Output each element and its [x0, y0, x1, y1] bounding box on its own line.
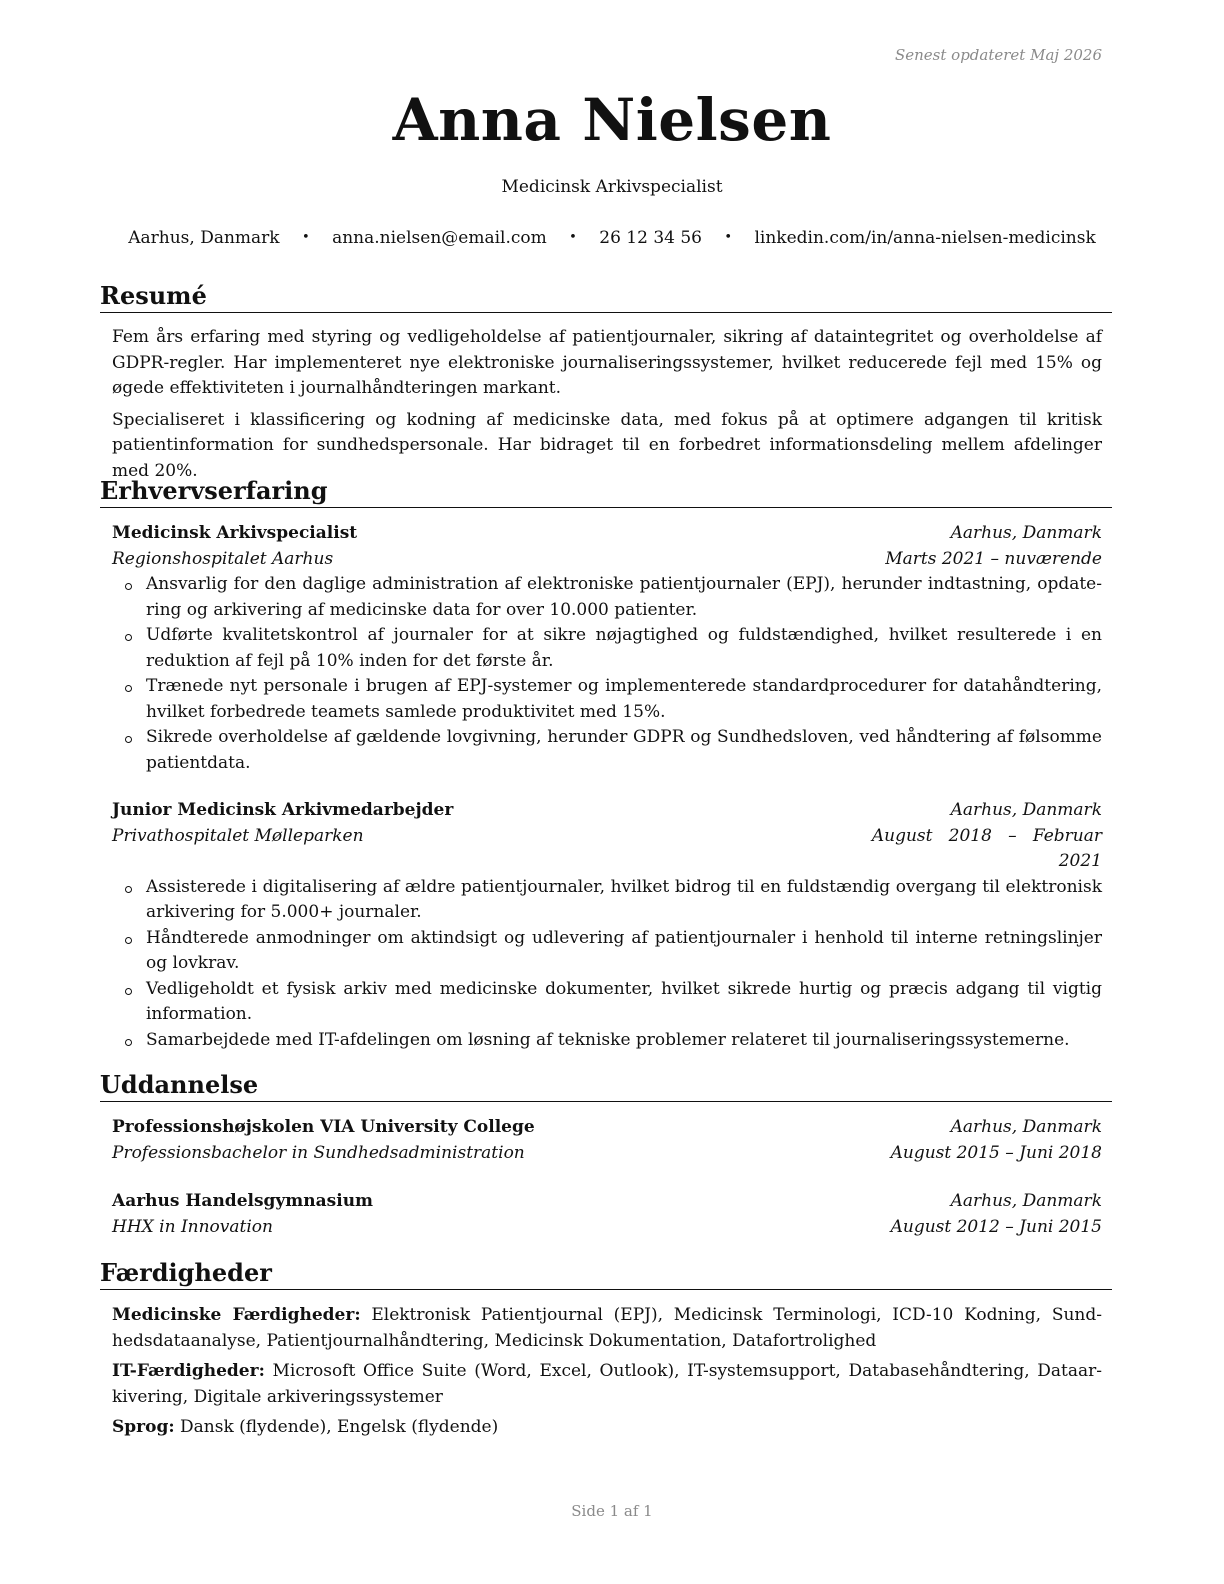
list-item: Samarbejdede med IT-afdelingen om løsning af tekniske problemer relateret til journaliseringssystemerne. [146, 1028, 1102, 1054]
school-name: Aarhus Handelsgymnasium [112, 1191, 374, 1211]
list-item: Sikrede overholdelse af gældende lovgivning, herunder GDPR og Sundhedsloven, ved håndtering af følsomme patientdata. [146, 725, 1102, 776]
skill-label: IT-Færdigheder: [112, 1361, 265, 1381]
last-updated-note: Senest opdateret Maj 2026 [894, 46, 1102, 64]
contact-line [0, 228, 1224, 248]
page-number: Side 1 af 1 [571, 1502, 653, 1520]
list-item: Assisterede i digitalisering af ældre patientjournaler, hvilket bidrog til en fuldstændig overgang til elektronisk arkivering for 5.000+ journaler. [146, 875, 1102, 926]
skill-line [112, 1303, 1102, 1354]
job-dates: Marts 2021 – nuværende [885, 548, 1102, 569]
job-location: Aarhus, Danmark [950, 800, 1102, 820]
section-heading: Færdigheder [100, 1258, 1112, 1290]
skill-text: Elektronisk Patientjournal (EPJ), Medicinsk Terminologi, ICD-10 Kodning, Sundhedsdataanalyse, Patientjournalhåndtering, Medicinsk Dokumentation, Datafortrolighed [112, 1305, 1102, 1351]
job-employer: Privathospitalet Mølleparken [112, 825, 364, 846]
skill-text: Microsoft Office Suite (Word, Excel, Outlook), IT-systemsupport, Databasehåndtering, Dataarkivering, Digitale arkiveringssystemer [112, 1361, 1102, 1407]
education-dates: August 2012 – Juni 2015 [890, 1216, 1102, 1237]
skill-line [112, 1415, 1102, 1441]
skill-line [112, 1359, 1102, 1410]
section-heading: Uddannelse [100, 1070, 1112, 1102]
contact-linkedin[interactable]: linkedin.com/in/anna-nielsen-medicinsk [754, 228, 1096, 248]
job-title: Junior Medicinsk Arkivmedarbejder [112, 800, 454, 820]
summary-paragraph: Fem års erfaring med styring og vedligeholdelse af patientjournaler, sikring af dataintegritet og overholdelse af GDPR-regler. Har implementeret nye elektroniske journaliseringssystemer, hvilket reducerede fejl med 15% og øgede effektiviteten i journalhåndteringen markant. [112, 327, 1102, 398]
bullet-separator: • [569, 230, 577, 245]
job-dates: August 2018 – Februar [871, 825, 1102, 846]
list-item: Håndterede anmodninger om aktindsigt og udlevering af patientjournaler i henhold til interne retningslinjer og lovkrav. [146, 926, 1102, 977]
education-section [100, 1070, 1112, 1240]
education-entry [112, 1115, 1102, 1166]
education-entry [112, 1189, 1102, 1240]
bullet-separator: • [724, 230, 733, 245]
school-location: Aarhus, Danmark [950, 1117, 1102, 1137]
list-item: Vedligeholdt et fysisk arkiv med medicinske dokumenter, hvilket sikrede hurtig og præcis adgang til vigtig information. [146, 977, 1102, 1028]
job-entry [112, 521, 1102, 776]
education-dates: August 2015 – Juni 2018 [890, 1142, 1102, 1163]
degree: HHX in Innovation [112, 1216, 273, 1237]
list-item: Udførte kvalitetskontrol af journaler for at sikre nøjagtighed og fuldstændighed, hvilket resulterede i en reduktion af fejl på 10% inden for det første år. [146, 623, 1102, 674]
job-bullets [112, 875, 1102, 1054]
list-item: Ansvarlig for den daglige administration af elektroniske patientjournaler (EPJ), herunder indtastning, opdatering og arkivering af medicinske data for over 10.000 patienter. [146, 572, 1102, 623]
contact-phone[interactable]: 26 12 34 56 [599, 228, 702, 248]
skill-text: Dansk (flydende), Engelsk (flydende) [180, 1417, 499, 1437]
job-title: Medicinsk Arkivspecialist [112, 523, 358, 543]
summary-text [112, 325, 1102, 484]
candidate-name: Anna Nielsen [392, 86, 832, 154]
school-name: Professionshøjskolen VIA University College [112, 1117, 535, 1137]
contact-email[interactable]: anna.nielsen@email.com [332, 228, 547, 248]
bullet-separator: • [302, 230, 310, 245]
list-item: Trænede nyt personale i brugen af EPJ-systemer og implementerede standardprocedurer for datahåndtering, hvilket forbedrede teamets samlede produktivitet med 15%. [146, 674, 1102, 725]
summary-paragraph: Specialiseret i klassificering og kodning af medicinske data, med fokus på at optimere adgangen til kritisk patientinformation for sundhedspersonale. Har bidraget til en forbedret informationsdeling mellem afdelinger med 20%. [112, 409, 1102, 481]
job-employer: Regionshospitalet Aarhus [112, 548, 334, 569]
job-dates-continued: 2021 [1058, 851, 1102, 871]
candidate-title: Medicinsk Arkivspecialist [501, 177, 723, 197]
section-heading: Resumé [100, 281, 1112, 313]
contact-location: Aarhus, Danmark [128, 228, 280, 248]
skills-list [100, 1303, 1112, 1441]
school-location: Aarhus, Danmark [950, 1191, 1102, 1211]
skill-label: Medicinske Færdigheder: [112, 1305, 361, 1325]
job-location: Aarhus, Danmark [950, 523, 1102, 543]
experience-section [100, 476, 1112, 1053]
skills-section [100, 1258, 1112, 1441]
summary-section [100, 281, 1112, 484]
job-entry [112, 798, 1102, 1053]
degree: Professionsbachelor in Sundhedsadministration [112, 1142, 525, 1163]
section-heading: Erhvervserfaring [100, 476, 1112, 508]
job-bullets [112, 572, 1102, 776]
skill-label: Sprog: [112, 1417, 175, 1437]
